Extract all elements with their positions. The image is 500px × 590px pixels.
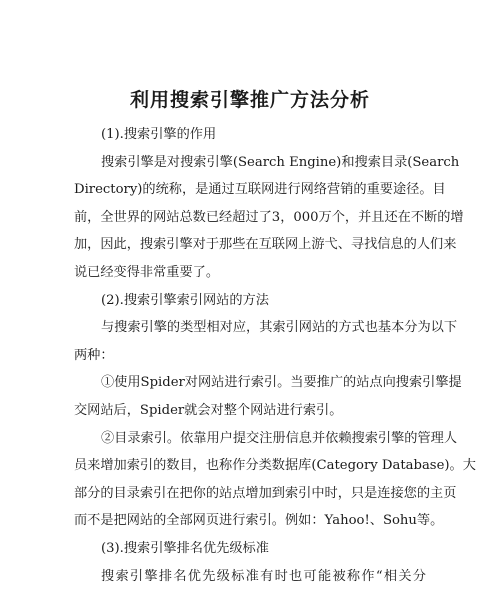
document-body [74,121,426,590]
body-line: 部分的目录索引在把你的站点增加到索引中时，只是连接您的主页 [74,480,426,508]
body-line: 与搜索引擎的类型相对应，其索引网站的方式也基本分为以下 [74,314,426,342]
body-line: ②目录索引。依靠用户提交注册信息并依赖搜索引擎的管理人 [74,425,426,453]
section-heading-2: (2).搜索引擎索引网站的方法 [74,287,426,315]
body-line: 而不是把网站的全部网页进行索引。例如：Yahoo!、Sohu等。 [74,507,426,535]
body-line: 交网站后，Spider就会对整个网站进行索引。 [74,397,426,425]
body-line: 说已经变得非常重要了。 [74,259,426,287]
body-line: 两种： [74,342,426,370]
body-line: 搜索引擎是对搜索引擎(Search Engine)和搜索目录(Search [74,149,426,177]
section-heading-1: (1).搜索引擎的作用 [74,121,426,149]
body-line: Directory)的统称，是通过互联网进行网络营销的重要途径。目 [74,176,426,204]
body-line: 前，全世界的网站总数已经超过了3，000万个，并且还在不断的增 [74,204,426,232]
body-line: ①使用Spider对网站进行索引。当要推广的站点向搜索引擎提 [74,369,426,397]
section-heading-3: (3).搜索引擎排名优先级标准 [74,535,426,563]
body-line: 员来增加索引的数目，也称作分类数据库(Category Database)。大 [74,452,426,480]
body-line: 搜索引擎排名优先级标准有时也可能被称作“相关分 [74,563,426,590]
document-title: 利用搜索引擎推广方法分析 [0,86,500,114]
body-line: 加，因此，搜索引擎对于那些在互联网上游弋、寻找信息的人们来 [74,231,426,259]
